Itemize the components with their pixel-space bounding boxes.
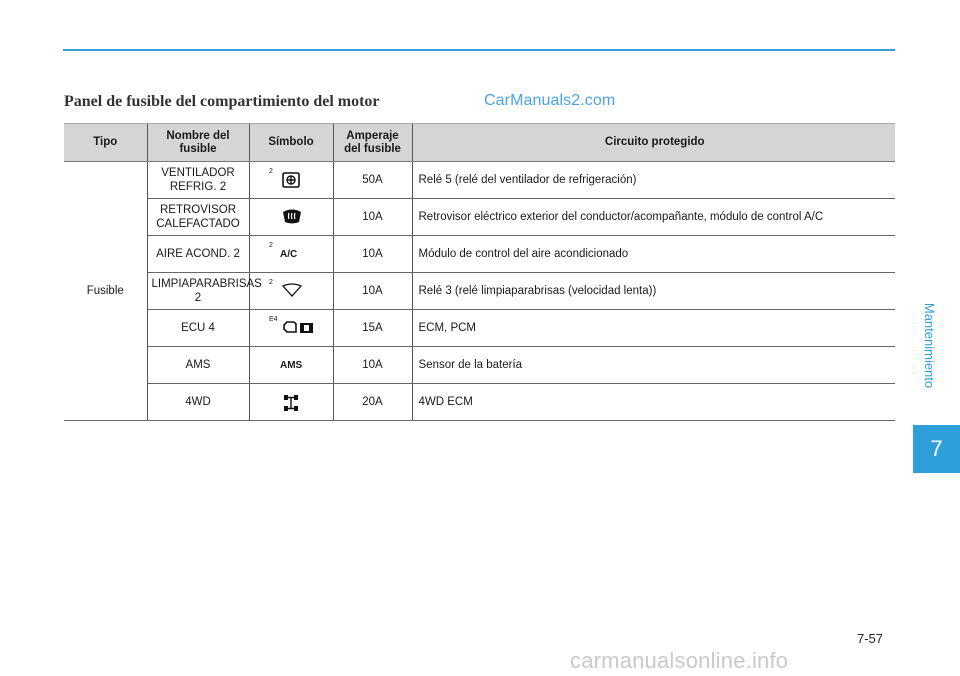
fuse-circuit: ECM, PCM — [412, 310, 895, 347]
fuse-circuit: 4WD ECM — [412, 384, 895, 421]
fuse-amperage: 50A — [333, 162, 412, 199]
table-row — [64, 199, 895, 236]
symbol — [261, 205, 321, 229]
fuse-amperage: 20A — [333, 384, 412, 421]
ams-symbol-text: AMS — [280, 360, 303, 371]
4wd-icon — [281, 393, 301, 413]
chapter-number: 7 — [913, 425, 960, 473]
symbol-cell — [249, 347, 333, 384]
symbol — [261, 353, 321, 377]
symbol-cell — [249, 384, 333, 421]
cooling-fan-icon — [281, 171, 301, 189]
fuse-circuit: Módulo de control del aire acondicionado — [412, 236, 895, 273]
fuse-amperage: 10A — [333, 347, 412, 384]
fuse-name: 4WD — [147, 384, 249, 421]
side-tab — [890, 275, 960, 415]
fuse-name: ECU 4 — [147, 310, 249, 347]
table-row — [64, 162, 895, 199]
fuse-amperage: 10A — [333, 199, 412, 236]
fuse-name: RETROVISOR CALEFACTADO — [147, 199, 249, 236]
fuse-name: LIMPIAPARABRISAS 2 — [147, 273, 249, 310]
symbol — [261, 279, 321, 303]
symbol — [261, 390, 321, 414]
fuse-table — [64, 123, 895, 421]
wiper-icon — [281, 282, 303, 298]
symbol — [261, 316, 321, 340]
side-tab-label: Mantenimiento — [922, 302, 938, 388]
header-nombre: Nombre del fusible — [147, 124, 249, 162]
fuse-amperage: 10A — [333, 273, 412, 310]
fuse-circuit: Relé 3 (relé limpiaparabrisas (velocidad lenta)) — [412, 273, 895, 310]
fuse-amperage: 15A — [333, 310, 412, 347]
symbol-superscript: 2 — [269, 168, 273, 175]
header-tipo: Tipo — [64, 124, 147, 162]
engine-ecu-icon — [281, 319, 315, 337]
symbol-superscript: E4 — [269, 316, 278, 323]
header-circuito: Circuito protegido — [412, 124, 895, 162]
symbol-cell — [249, 162, 333, 199]
section-title: Panel de fusible del compartimiento del motor — [64, 93, 380, 110]
page-number: 7-57 — [857, 631, 884, 646]
table-row — [64, 236, 895, 273]
fuse-amperage: 10A — [333, 236, 412, 273]
table-header-row — [64, 124, 895, 162]
table-row — [64, 310, 895, 347]
header-simbolo: Símbolo — [249, 124, 333, 162]
ac-symbol-text: A/C — [280, 249, 298, 260]
symbol-superscript: 2 — [269, 279, 273, 286]
heated-mirror-icon — [281, 208, 303, 226]
watermark-bottom: carmanualsonline.info — [570, 648, 789, 673]
table-row — [64, 273, 895, 310]
symbol-cell — [249, 310, 333, 347]
fuse-name: AIRE ACOND. 2 — [147, 236, 249, 273]
watermark-top: CarManuals2.com — [484, 92, 616, 109]
fuse-name: AMS — [147, 347, 249, 384]
symbol-superscript: 2 — [269, 242, 273, 249]
table-row — [64, 384, 895, 421]
table-row — [64, 347, 895, 384]
symbol — [261, 168, 321, 192]
header-amperaje: Amperaje del fusible — [333, 124, 412, 162]
symbol-cell — [249, 273, 333, 310]
symbol-cell — [249, 236, 333, 273]
fuse-circuit: Sensor de la batería — [412, 347, 895, 384]
symbol — [261, 242, 321, 266]
tipo-cell: Fusible — [64, 162, 147, 421]
top-rule — [63, 49, 895, 51]
symbol-cell — [249, 199, 333, 236]
fuse-circuit: Retrovisor eléctrico exterior del conductor/acompañante, módulo de control A/C — [412, 199, 895, 236]
fuse-circuit: Relé 5 (relé del ventilador de refrigeración) — [412, 162, 895, 199]
fuse-name: VENTILADOR REFRIG. 2 — [147, 162, 249, 199]
